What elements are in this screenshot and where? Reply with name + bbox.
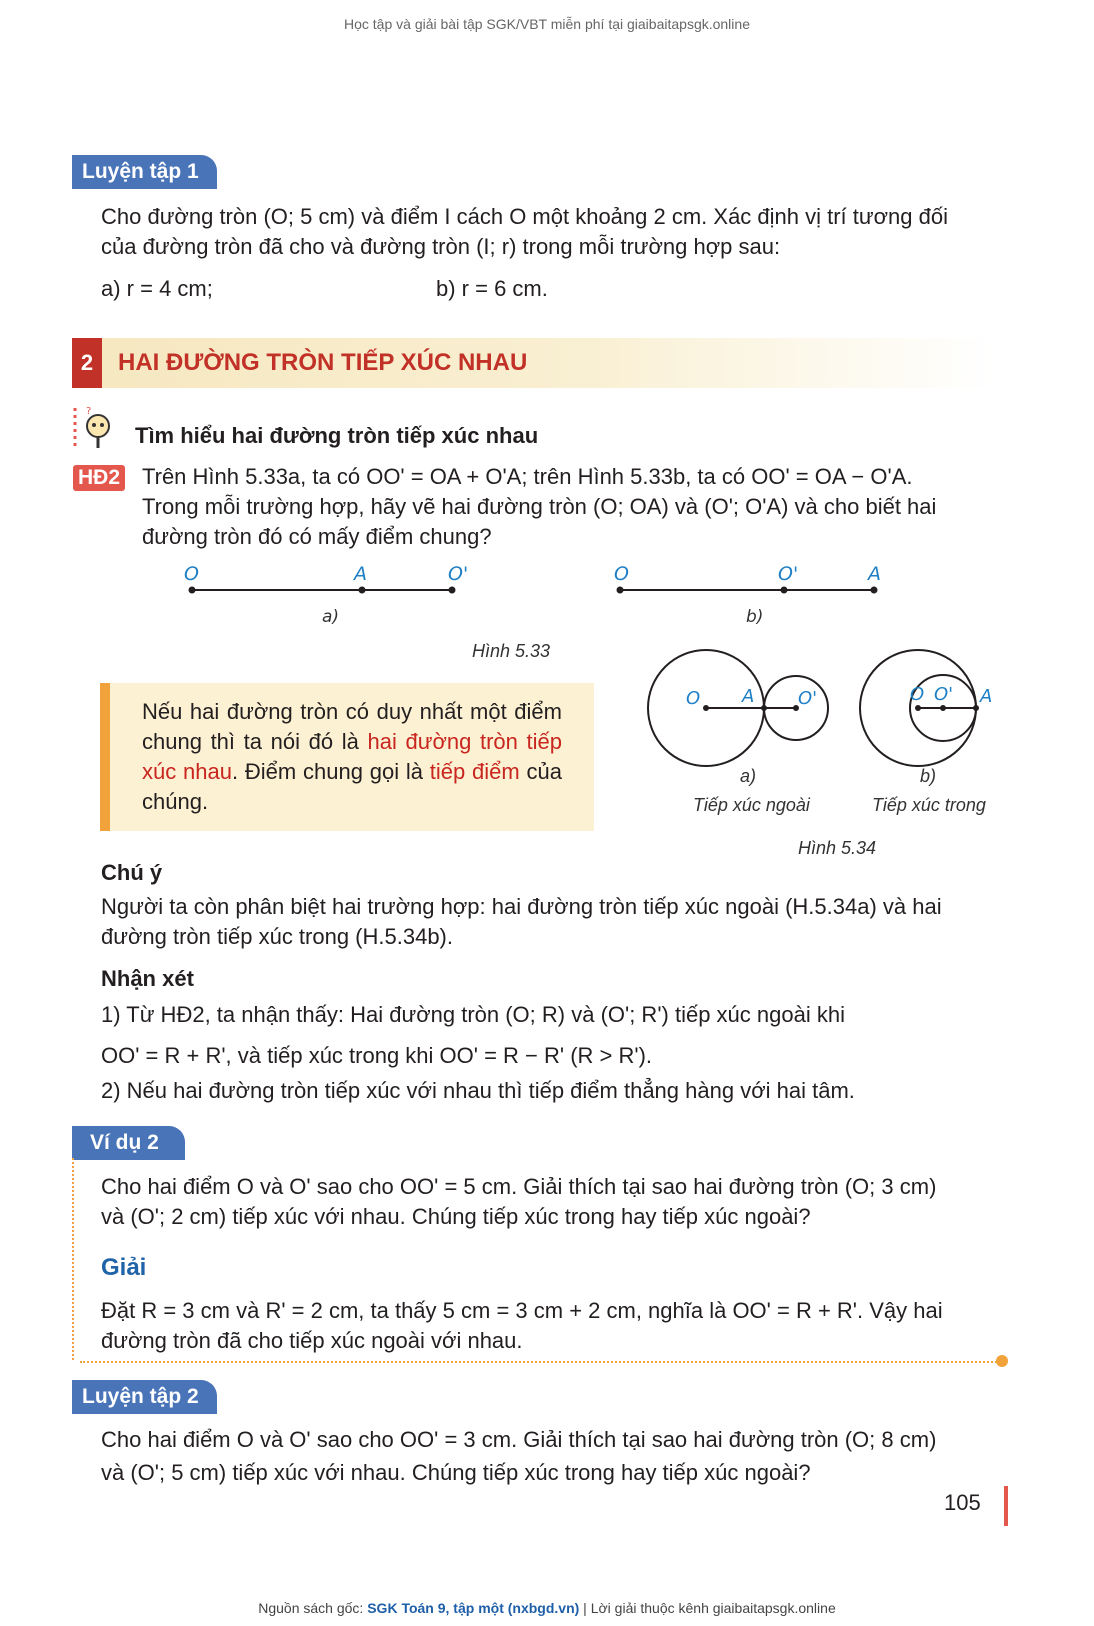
example2-line2: và (O'; 2 cm) tiếp xúc với nhau. Chúng tiếp xúc trong hay tiếp xúc ngoài?: [101, 1204, 811, 1229]
fig533a-label-o: O: [184, 563, 199, 585]
remark-title: Nhận xét: [101, 966, 194, 991]
fig534-caption: Hình 5.34: [798, 838, 877, 858]
fig534a-caption: a): [740, 766, 757, 786]
practice2-line2: và (O'; 5 cm) tiếp xúc với nhau. Chúng tiếp xúc trong hay tiếp xúc ngoài?: [101, 1460, 811, 1485]
solution-title: Giải: [101, 1254, 147, 1281]
footer-prefix: Nguồn sách gốc:: [258, 1600, 368, 1616]
fig533-a: [184, 563, 468, 627]
fig533-b: [614, 563, 881, 627]
fig534a-subcaption: Tiếp xúc ngoài: [693, 795, 810, 815]
page-footer: [0, 1600, 1094, 1616]
definition-term-tangent: hai đường tròn tiếp xúc nhau: [142, 729, 562, 784]
fig533b-label-a: A: [868, 563, 881, 585]
definition-text: [142, 697, 562, 817]
hd2-line2: Trong mỗi trường hợp, hãy vẽ hai đường tròn (O; OA) và (O'; O'A) và cho biết hai: [142, 494, 937, 519]
fig533b-caption: b): [746, 607, 764, 627]
fig534-a: [648, 650, 828, 766]
fig534b-label-o-prime: O': [934, 684, 954, 705]
note-line1: Người ta còn phân biệt hai trường hợp: hai đường tròn tiếp xúc ngoài (H.5.34a) và hai: [101, 894, 942, 919]
section2-number: 2: [72, 338, 102, 388]
fig534a-label-o: O: [686, 688, 701, 709]
note-line2: đường tròn tiếp xúc trong (H.5.34b).: [101, 924, 453, 949]
fig534-b: [860, 650, 992, 766]
page-number: 105: [944, 1490, 981, 1515]
hd2-line1: Trên Hình 5.33a, ta có OO' = OA + O'A; trên Hình 5.33b, ta có OO' = OA − O'A.: [142, 464, 913, 489]
fig534b-label-a: A: [980, 686, 993, 707]
hd2-line3: đường tròn đó có mấy điểm chung?: [142, 524, 492, 549]
practice1-a: a) r = 4 cm;: [101, 276, 213, 301]
fig533a-label-o-prime: O': [448, 563, 469, 585]
remark-line3: 2) Nếu hai đường tròn tiếp xúc với nhau thì tiếp điểm thẳng hàng với hai tâm.: [101, 1078, 855, 1103]
practice1-text1: Cho đường tròn (O; 5 cm) và điểm I cách O một khoảng 2 cm. Xác định vị trí tương đối: [101, 204, 948, 229]
fig534b-caption: b): [920, 766, 937, 786]
footer-source-link[interactable]: SGK Toán 9, tập một (nxbgd.vn): [367, 1600, 580, 1616]
example2-frame-bottom: [80, 1361, 1004, 1363]
solution-line2: đường tròn đã cho tiếp xúc ngoài với nhau.: [101, 1328, 523, 1353]
footer-suffix: | Lời giải thuộc kênh giaibaitapsgk.online: [579, 1600, 836, 1616]
practice2-tag: Luyện tập 2: [72, 1380, 217, 1414]
page-number-bar: [1004, 1486, 1008, 1526]
fig534a-label-o-prime: O': [798, 688, 818, 709]
practice1-b: b) r = 6 cm.: [436, 276, 548, 301]
svg-text:?: ?: [86, 406, 92, 417]
example2-frame-left: [72, 1158, 74, 1360]
note-title: Chú ý: [101, 860, 163, 885]
fig533a-caption: a): [322, 607, 340, 627]
practice1-tag: Luyện tập 1: [72, 155, 217, 189]
solution-line1: Đặt R = 3 cm và R' = 2 cm, ta thấy 5 cm = 3 cm + 2 cm, nghĩa là OO' = R + R'. Vậy hai: [101, 1298, 943, 1323]
definition-part1: Nếu hai đường tròn có duy nhất một điểm chung thì ta nói đó là: [142, 699, 562, 754]
example2-line1: Cho hai điểm O và O' sao cho OO' = 5 cm. Giải thích tại sao hai đường tròn (O; 3 cm): [101, 1174, 937, 1199]
fig534b-label-o: O: [910, 684, 925, 705]
section2-header: [72, 338, 992, 388]
hd2-tag: HĐ2: [73, 465, 125, 491]
definition-term-point: tiếp điểm: [429, 759, 520, 784]
page-header: Học tập và giải bài tập SGK/VBT miễn phí tại giaibaitapsgk.online: [344, 16, 750, 32]
remark-line1: 1) Từ HĐ2, ta nhận thấy: Hai đường tròn (O; R) và (O'; R') tiếp xúc ngoài khi: [101, 1002, 845, 1027]
practice1-text2: của đường tròn đã cho và đường tròn (I; r) trong mỗi trường hợp sau:: [101, 234, 781, 259]
fig533b-label-o-prime: O': [778, 563, 799, 585]
definition-box: [100, 683, 594, 831]
fig533b-label-o: O: [614, 563, 629, 585]
remark-line2: OO' = R + R', và tiếp xúc trong khi OO' = R − R' (R > R').: [101, 1043, 653, 1068]
definition-part5: của chúng.: [142, 759, 562, 814]
section2-title: HAI ĐƯỜNG TRÒN TIẾP XÚC NHAU: [118, 349, 528, 376]
practice2-line1: Cho hai điểm O và O' sao cho OO' = 3 cm. Giải thích tại sao hai đường tròn (O; 8 cm): [101, 1427, 937, 1452]
fig534b-subcaption: Tiếp xúc trong: [872, 795, 986, 815]
definition-part3: . Điểm chung gọi là: [231, 759, 430, 784]
example2-tag: Ví dụ 2: [72, 1126, 185, 1160]
fig533-caption: Hình 5.33: [472, 641, 551, 661]
example2-end-dot: [996, 1355, 1008, 1367]
fig533a-label-a: A: [354, 563, 367, 585]
magnifier-icon: [72, 404, 116, 452]
fig534a-label-a: A: [742, 686, 755, 707]
explore-title: Tìm hiểu hai đường tròn tiếp xúc nhau: [135, 423, 539, 448]
